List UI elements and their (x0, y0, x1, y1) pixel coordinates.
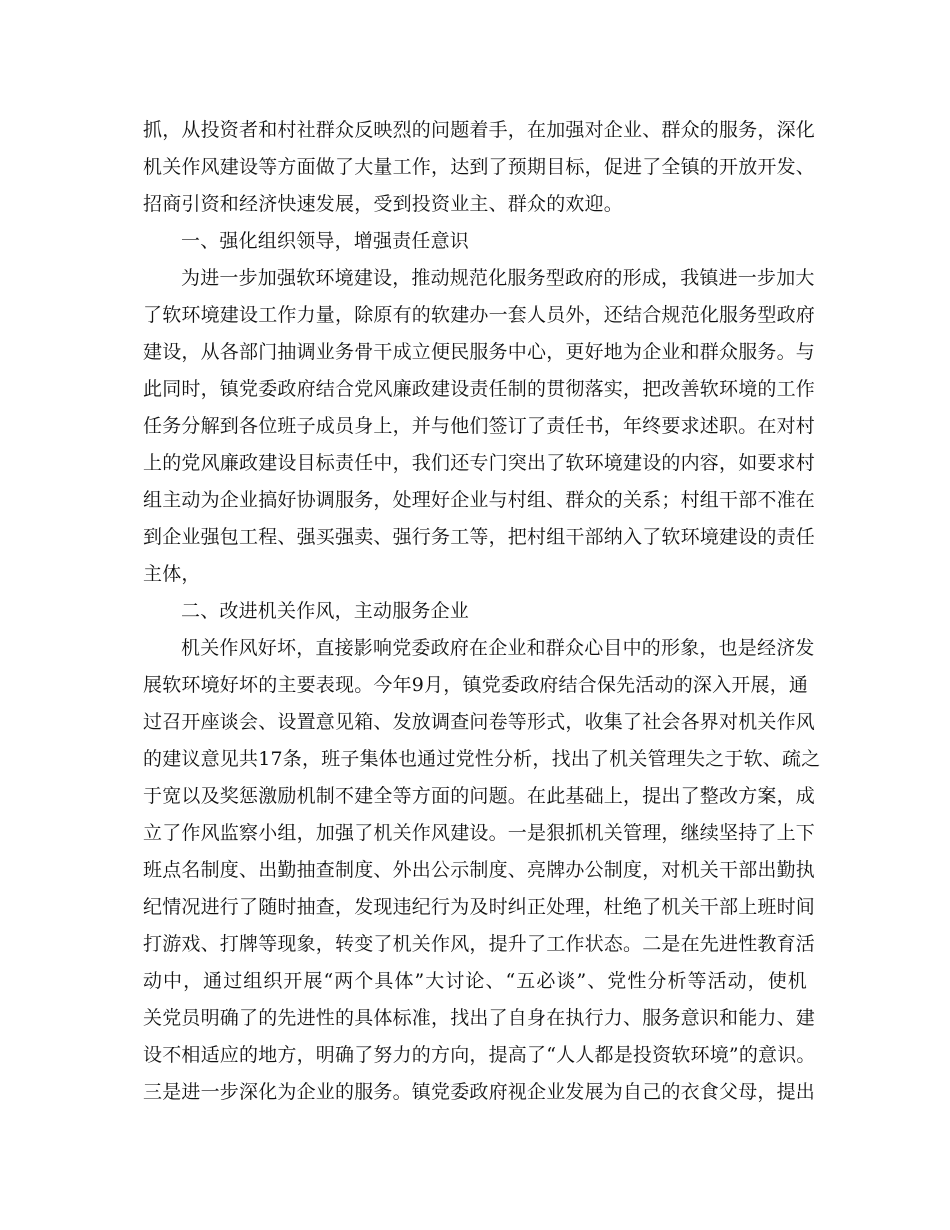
paragraph-line: 动中，通过组织开展“两个具体”大讨论、“五必谈”、党性分析等活动，使机 (143, 970, 807, 992)
paragraph-line: 了软环境建设工作力量，除原有的软建办一套人员外，还结合规范化服务型政府 (143, 304, 816, 326)
paragraph-line: 机关作风建设等方面做了大量工作，达到了预期目标，促进了全镇的开放开发、 (143, 156, 816, 178)
paragraph-line: 立了作风监察小组，加强了机关作风建设。一是狠抓机关管理，继续坚持了上下 (143, 822, 816, 844)
paragraph-line: 打游戏、打牌等现象，转变了机关作风，提升了工作状态。二是在先进性教育活 (143, 933, 816, 955)
paragraph-line: 抓，从投资者和村社群众反映烈的问题着手，在加强对企业、群众的服务，深化 (143, 119, 816, 141)
paragraph-line: 机关作风好坏，直接影响党委政府在企业和群众心目中的形象，也是经济发 (181, 637, 815, 659)
section-heading: 一、强化组织领导，增强责任意识 (181, 230, 470, 252)
paragraph-line: 建设，从各部门抽调业务骨干成立便民服务中心，更好地为企业和群众服务。与 (143, 341, 816, 363)
paragraph-line: 设不相适应的地方，明确了努力的方向，提高了“人人都是投资软环境”的意识。 (143, 1044, 816, 1066)
paragraph-line: 任务分解到各位班子成员身上，并与他们签订了责任书，年终要求述职。在对村 (143, 415, 816, 437)
paragraph-line: 展软环境好坏的主要表现。今年9月，镇党委政府结合保先活动的深入开展，通 (143, 674, 809, 696)
paragraph-line: 到企业强包工程、强买强卖、强行务工等，把村组干部纳入了软环境建设的责任 (143, 526, 816, 548)
paragraph-line: 三是进一步深化为企业的服务。镇党委政府视企业发展为自己的衣食父母，提出 (143, 1081, 816, 1103)
paragraph-line: 主体， (143, 563, 201, 585)
paragraph-line: 此同时，镇党委政府结合党风廉政建设责任制的贯彻落实，把改善软环境的工作 (143, 378, 816, 400)
paragraph-line: 招商引资和经济快速发展，受到投资业主、群众的欢迎。 (143, 193, 624, 215)
paragraph-line: 上的党风廉政建设目标责任中，我们还专门突出了软环境建设的内容，如要求村 (143, 452, 816, 474)
paragraph-line: 纪情况进行了随时抽查，发现违纪行为及时纠正处理，杜绝了机关干部上班时间 (143, 896, 816, 918)
paragraph-line: 过召开座谈会、设置意见箱、发放调查问卷等形式，收集了社会各界对机关作风 (143, 711, 816, 733)
paragraph-line: 的建议意见共17条，班子集体也通过党性分析，找出了机关管理失之于软、疏之 (143, 748, 821, 770)
paragraph-line: 关党员明确了的先进性的具体标准，找出了自身在执行力、服务意识和能力、建 (143, 1007, 816, 1029)
section-heading: 二、改进机关作风，主动服务企业 (181, 600, 470, 622)
document-body (143, 112, 821, 1111)
paragraph-line: 组主动为企业搞好协调服务，处理好企业与村组、群众的关系；村组干部不准在 (143, 489, 816, 511)
paragraph-line: 于宽以及奖惩激励机制不建全等方面的问题。在此基础上，提出了整改方案，成 (143, 785, 816, 807)
paragraph-line: 班点名制度、出勤抽查制度、外出公示制度、亮牌办公制度，对机关干部出勤执 (143, 859, 816, 881)
paragraph-line: 为进一步加强软环境建设，推动规范化服务型政府的形成，我镇进一步加大 (181, 267, 815, 289)
